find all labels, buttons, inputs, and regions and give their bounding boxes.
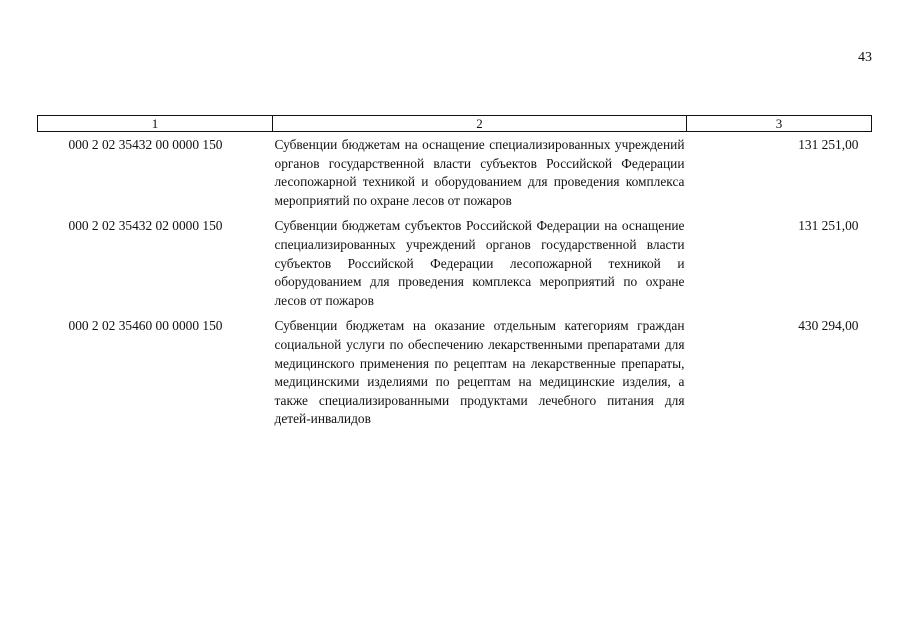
budget-code: 000 2 02 35460 00 0000 150 bbox=[68, 318, 223, 334]
budget-code: 000 2 02 35432 02 0000 150 bbox=[68, 218, 223, 234]
column-header-2: 2 bbox=[273, 116, 687, 132]
budget-description: Субвенции бюджетам на оказание отдельным категориям граждан социальной услуги по обеспечению лекарственными препаратами для медицинского применения по рецептам на лекарственные препараты, медицинскими изделиями по рецептам на медицинские изделия, а также специализированными продуктами лечебного питания для детей-инвалидов bbox=[274, 318, 685, 427]
budget-description: Субвенции бюджетам на оснащение специализированных учреждений органов государственной власти субъектов Российской Федерации лесопожарной техникой и оборудованием для проведения комплекса мероприятий по охране лесов от пожаров bbox=[274, 137, 685, 208]
budget-table bbox=[37, 115, 872, 432]
page-number: 43 bbox=[858, 50, 872, 65]
budget-code: 000 2 02 35432 00 0000 150 bbox=[68, 137, 223, 152]
table-row bbox=[38, 132, 872, 214]
column-header-3: 3 bbox=[687, 116, 872, 132]
budget-description: Субвенции бюджетам субъектов Российской Федерации на оснащение специализированных учреждений органов государственной власти субъектов Российской Федерации лесопожарной техникой и оборудованием для проведения комплекса мероприятий по охране лесов от пожаров bbox=[274, 218, 685, 308]
budget-amount: 430 294,00 bbox=[798, 318, 859, 334]
column-header-1: 1 bbox=[38, 116, 273, 132]
budget-amount: 131 251,00 bbox=[798, 137, 859, 152]
table-header-row bbox=[38, 116, 872, 132]
budget-amount: 131 251,00 bbox=[798, 218, 859, 234]
table-row bbox=[38, 313, 872, 432]
table-row bbox=[38, 213, 872, 313]
